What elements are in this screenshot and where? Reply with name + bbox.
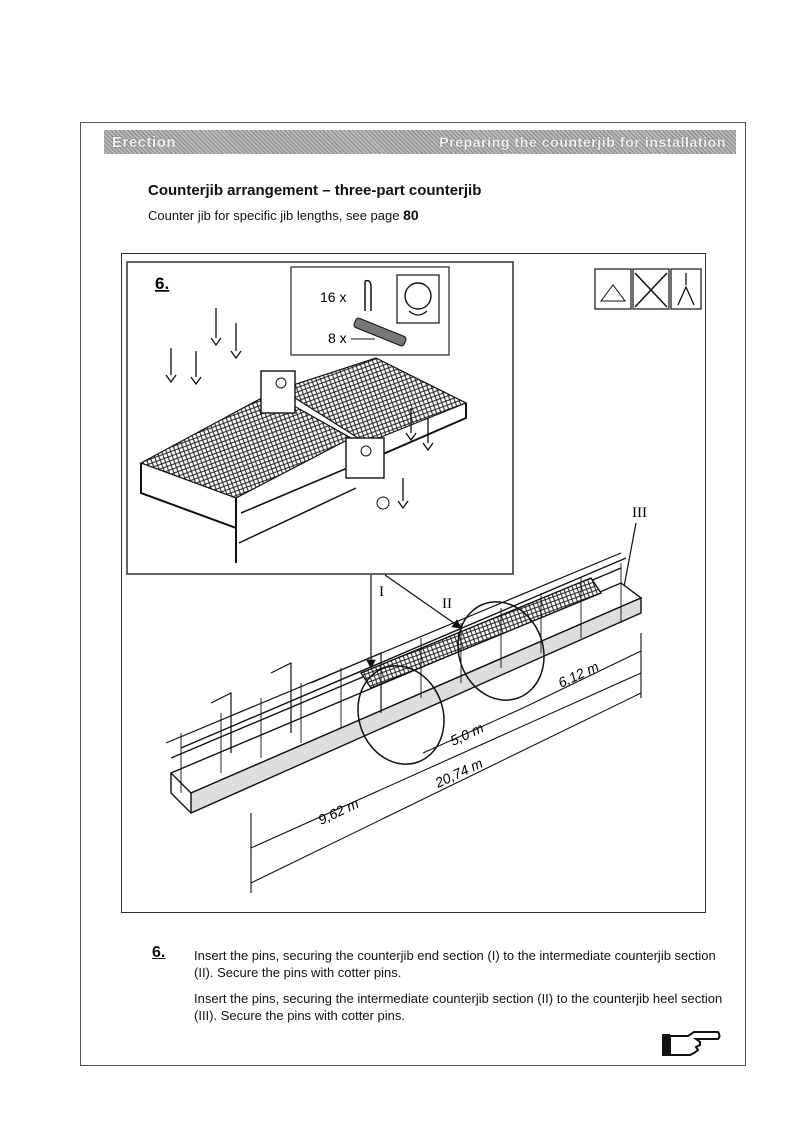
instruction-paragraph-1: Insert the pins, securing the counterjib end section (I) to the intermediate counterjib section (II). Secure the pins with cotter pins. — [194, 948, 716, 980]
warning-icons — [595, 269, 701, 309]
pin-quantity: 8 x — [328, 330, 347, 346]
section-label-iii: III — [632, 505, 647, 521]
figure-illustration — [121, 253, 706, 913]
section-label-i: I — [379, 584, 384, 600]
dim-5-0: 5,0 m — [447, 719, 487, 749]
secure-circle-box — [397, 275, 439, 323]
subtitle-text: Counter jib for specific jib lengths, see page — [148, 208, 400, 223]
pointing-hand-icon[interactable] — [660, 1030, 722, 1060]
dim-9-62: 9,62 m — [315, 795, 362, 828]
subtitle-page-ref: 80 — [403, 207, 419, 223]
header-topic: Preparing the counterjib for installation — [439, 134, 726, 150]
instruction-step-number: 6. — [152, 944, 166, 961]
page-subtitle — [148, 207, 419, 223]
header-section: Erection — [112, 133, 177, 151]
dim-6-12: 6,12 m — [555, 658, 602, 691]
dim-20-74: 20,74 m — [432, 754, 486, 791]
instruction-paragraph-2: Insert the pins, securing the intermediate counterjib section (II) to the counterjib heel section (III). Secure the pins with cotter pins. — [194, 991, 723, 1023]
page-title: Counterjib arrangement – three-part counterjib — [148, 182, 482, 199]
section-label-ii: II — [442, 596, 452, 612]
header-band — [104, 130, 736, 154]
detail-step-label: 6. — [155, 274, 170, 293]
rain-warning-icon — [595, 269, 631, 309]
cotter-quantity: 16 x — [320, 289, 347, 305]
